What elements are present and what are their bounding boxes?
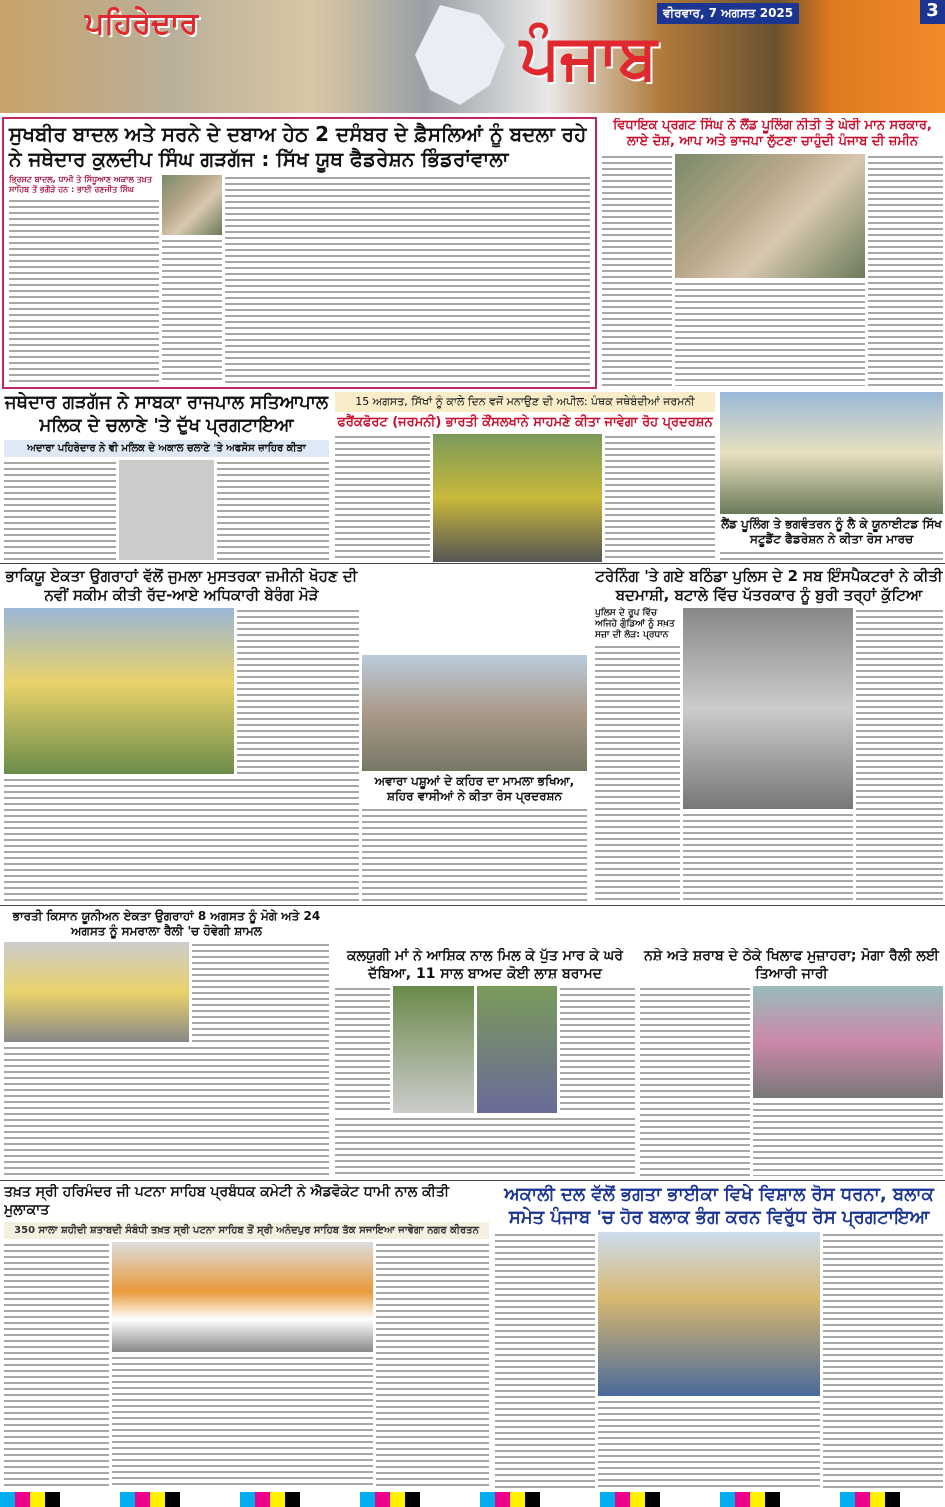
body-text (823, 1232, 943, 1489)
story-liquor-protest (640, 948, 943, 1176)
photo (683, 608, 853, 810)
photo (477, 986, 558, 1113)
body-text (640, 986, 750, 1176)
photo (393, 986, 474, 1113)
headline: ਕਲਯੁਗੀ ਮਾਂ ਨੇ ਆਸ਼ਿਕ ਨਾਲ ਮਿਲ ਕੇ ਪੁੱਤ ਮਾਰ ਕੇ ਘਰੇ ਦੱਬਿਆ, 11 ਸਾਲ ਬਾਅਦ ਕੋਈ ਲਾਸ਼ ਬਰਾਮਦ (346, 948, 623, 982)
divider (0, 905, 945, 906)
page-number: 3 (920, 0, 945, 24)
subhead: 350 ਸਾਲਾ ਸ਼ਹੀਦੀ ਸ਼ਤਾਬਦੀ ਸੰਬੰਧੀ ਤਖ਼ਤ ਸ੍ਰੀ ਪਟਨਾ ਸਾਹਿਬ ਤੋਂ ਸ੍ਰੀ ਅਨੰਦਪੁਰ ਸਾਹਿਬ ਤੱਕ ਸਜਾਇਆ ਜਾਵੇਗਾ ਨਗਰ ਕੀਰਤਨ (4, 1222, 489, 1239)
body-text (9, 198, 159, 384)
photo (675, 154, 865, 279)
headline: ਲੈਂਡ ਪੂਲਿੰਗ ਤੇ ਭਗਵੰਤਰਨ ਨੂੰ ਲੈ ਕੇ ਯੂਨਾਈਟਡ ਸਿੱਖ ਸਟੂਡੈਂਟ ਫੈਡਰੇਸ਼ਨ ਨੇ ਕੀਤਾ ਰੋਸ ਮਾਰਚ (721, 517, 942, 546)
headline: ਜਥੇਦਾਰ ਗੜਗੱਜ ਨੇ ਸਾਬਕਾ ਰਾਜਪਾਲ ਸਤਿਆਪਾਲ ਮਲਿਕ ਦੇ ਚਲਾਣੇ 'ਤੇ ਦੁੱਖ ਪ੍ਰਗਟਾਇਆ (4, 392, 329, 436)
headline: ਨਸ਼ੇ ਅਤੇ ਸ਼ਰਾਬ ਦੇ ਠੇਕੇ ਖਿਲਾਫ ਮੁਜ਼ਾਹਰਾ; ਮੋਗਾ ਰੈਲੀ ਲਈ ਤਿਆਰੀ ਜਾਰੀ (644, 948, 939, 982)
body-text (225, 175, 590, 384)
headline: ਭਾਰਤੀ ਕਿਸਾਨ ਯੂਨੀਅਨ ਏਕਤਾ ਉਗਰਾਹਾਂ 8 ਅਗਸਤ ਨੂੰ ਮੋਗੇ ਅਤੇ 24 ਅਗਸਤ ਨੂੰ ਸਮਰਾਲਾ ਰੈਲੀ 'ਚ ਹੋਵੇਗੀ ਸ਼ਾਮਲ (12, 909, 321, 938)
headline: ਵਿਧਾਇਕ ਪ੍ਰਗਟ ਸਿੰਘ ਨੇ ਲੈਂਡ ਪੂਲਿੰਗ ਨੀਤੀ ਤੇ ਘੇਰੀ ਮਾਨ ਸਰਕਾਰ, ਲਾਏ ਦੋਸ਼, ਆਪ ਅਤੇ ਭਾਜਪਾ ਲੁੱਟਣਾ ਚਾਹੁੰਦੀ ਪੰਜਾਬ ਦੀ ਜ਼ਮੀਨ (613, 118, 932, 150)
headline: ਅਕਾਲੀ ਦਲ ਵੱਲੋਂ ਭਗਤਾ ਭਾਈਕਾ ਵਿਖੇ ਵਿਸ਼ਾਲ ਰੋਸ ਧਰਨਾ, ਬਲਾਕ ਸਮੇਤ ਪੰਜਾਬ 'ਚ ਹੋਰ ਬਲਾਕ ਭੰਗ ਕਰਨ ਵਿਰੁੱਧ ਰੋਸ ਪ੍ਰਗਟਾਇਆ (504, 1184, 934, 1228)
newspaper-logo: ਪਹਿਰੇਦਾਰ (85, 6, 199, 41)
headline: ਫਰੈਂਕਫੋਰਟ (ਜਰਮਨੀ) ਭਾਰਤੀ ਕੌਂਸਲਖਾਨੇ ਸਾਹਮਣੇ ਕੀਤਾ ਜਾਵੇਗਾ ਰੋਹ ਪ੍ਰਦਰਸ਼ਨ (337, 415, 713, 430)
headline: ਭਾਕਿਯੂ ਏਕਤਾ ਉਗਰਾਹਾਂ ਵੱਲੋਂ ਜੁਮਲਾ ਮੁਸਤਰਕਾ ਜ਼ਮੀਨੀ ਖੋਹਣ ਦੀ ਨਵੀਂ ਸਕੀਮ ਕੀਤੀ ਰੱਦ-ਆਏ ਅਧਿਕਾਰੀ ਬੇਰੰਗ ਮੋੜੇ (5, 567, 358, 604)
photo (433, 434, 602, 562)
body-text (4, 1242, 109, 1489)
headline: ਸੁਖਬੀਰ ਬਾਦਲ ਅਤੇ ਸਰਨੇ ਦੇ ਦਬਾਅ ਹੇਠ 2 ਦਸੰਬਰ ਦੇ ਫ਼ੈਸਲਿਆਂ ਨੂੰ ਬਦਲਾ ਰਹੇ ਨੇ ਜਥੇਦਾਰ ਕੁਲਦੀਪ ਸਿੰਘ ਗੜਗੱਜ : ਸਿੱਖ ਯੂਥ ਫੈਡਰੇਸ਼ਨ ਭਿੰਡਰਾਂਵਾਲਾ (9, 122, 587, 171)
kicker: 15 ਅਗਸਤ, ਸਿੱਖਾਂ ਨੂੰ ਕਾਲੇ ਦਿਨ ਵਜੋਂ ਮਨਾਉਣ ਦੀ ਅਪੀਲ: ਪੰਥਕ ਜਥੇਬੰਦੀਆਂ ਜਰਮਨੀ (335, 392, 715, 412)
headline: ਤਖ਼ਤ ਸ੍ਰੀ ਹਰਿਮੰਦਰ ਜੀ ਪਟਨਾ ਸਾਹਿਬ ਪ੍ਰਬੰਧਕ ਕਮੇਟੀ ਨੇ ਐਡਵੋਕੇਟ ਧਾਮੀ ਨਾਲ ਕੀਤੀ ਮੁਲਾਕਾਤ (4, 1184, 450, 1218)
divider (0, 1180, 945, 1181)
body-text (4, 460, 116, 560)
subhead: ਪੁਲਿਸ ਦੇ ਰੂਪ ਵਿੱਚ ਅਜਿਹੇ ਗੁੰਡਿਆਂ ਨੂੰ ਸਖ਼ਤ ਸਜ਼ਾ ਦੀ ਲੋੜ: ਪ੍ਰਧਾਨ (595, 607, 675, 640)
body-text (162, 238, 222, 384)
body-text (598, 1399, 820, 1489)
body-text (335, 434, 430, 562)
body-text (237, 608, 359, 775)
body-text (868, 154, 943, 387)
body-text (376, 1242, 489, 1489)
headline: ਟਰੇਨਿੰਗ 'ਤੇ ਗਏ ਬਠਿੰਡਾ ਪੁਲਿਸ ਦੇ 2 ਸਬ ਇੰਸਪੈਕਟਰਾਂ ਨੇ ਕੀਤੀ ਬਦਮਾਸ਼ੀ, ਬਟਾਲੇ ਵਿੱਚ ਪੱਤਰਕਾਰ ਨੂੰ ਬੁਰੀ ਤਰ੍ਹਾਂ ਕੁੱਟਿਆ (595, 567, 943, 604)
body-text (4, 777, 359, 902)
story-sukhbir (2, 117, 597, 389)
body-text (675, 281, 865, 386)
body-text (335, 986, 390, 1113)
body-text (4, 1045, 329, 1177)
photo (162, 175, 222, 235)
photo (112, 1242, 373, 1352)
divider (0, 563, 945, 564)
body-text (856, 608, 943, 903)
story-akali-dal-dharna (495, 1184, 943, 1489)
story-patna-sahib-committee (4, 1184, 489, 1489)
photo (753, 986, 943, 1098)
photo (598, 1232, 820, 1396)
body-text (683, 812, 853, 902)
section-title: ਪੰਜਾਬ (520, 20, 657, 93)
photo (4, 942, 189, 1042)
story-bku-ugrahan-land (4, 567, 359, 902)
color-registration-strip (0, 1492, 945, 1507)
body-text (362, 807, 587, 902)
story-land-pooling-march (720, 392, 943, 562)
photo (119, 460, 214, 560)
issue-date: ਵੀਰਵਾਰ, 7 ਅਗਸਤ 2025 (657, 3, 799, 24)
kicker: ਭ੍ਰਿਸ਼ਟ ਬਾਦਲ, ਧਾਮੀ ਤੇ ਸਿੱਧੂਆਣ ਅਕਾਲ ਤਖ਼ਤ ਸਾਹਿਬ ਤੋਂ ਭਗੌੜੇ ਹਨ : ਭਾਈ ਰਣਜੀਤ ਸਿੰਘ (9, 175, 152, 194)
photo (720, 392, 943, 514)
story-frankfurt-protest (335, 392, 715, 562)
body-text (605, 434, 715, 562)
body-text (560, 986, 635, 1113)
headline: ਅਵਾਰਾ ਪਸ਼ੂਆਂ ਦੇ ਕਹਿਰ ਦਾ ਮਾਮਲਾ ਭਖਿਆ, ਸ਼ਹਿਰ ਵਾਸੀਆਂ ਨੇ ਕੀਤਾ ਰੋਸ ਪ੍ਰਦਰਸ਼ਨ (374, 774, 575, 803)
body-text (192, 942, 329, 1042)
body-text (595, 644, 680, 902)
story-kalyugi-maa (335, 948, 635, 1176)
photo (4, 608, 234, 775)
body-text (720, 550, 943, 562)
story-satyapal-malik (4, 392, 329, 560)
body-text (112, 1355, 373, 1489)
story-pargat-singh (602, 118, 943, 386)
story-bku-moga-rally (4, 909, 329, 1177)
story-bathinda-police (595, 567, 943, 902)
body-text (753, 1101, 943, 1176)
subhead: ਅਦਾਰਾ ਪਹਿਰੇਦਾਰ ਨੇ ਵੀ ਮਲਿਕ ਦੇ ਅਕਾਲ ਚਲਾਣੇ 'ਤੇ ਅਫਸੋਸ ਜ਼ਾਹਿਰ ਕੀਤਾ (4, 440, 329, 457)
body-text (602, 154, 672, 387)
story-stray-cattle (362, 655, 587, 902)
body-text (335, 1116, 635, 1176)
body-text (495, 1232, 595, 1489)
photo (362, 655, 587, 771)
body-text (217, 460, 329, 560)
